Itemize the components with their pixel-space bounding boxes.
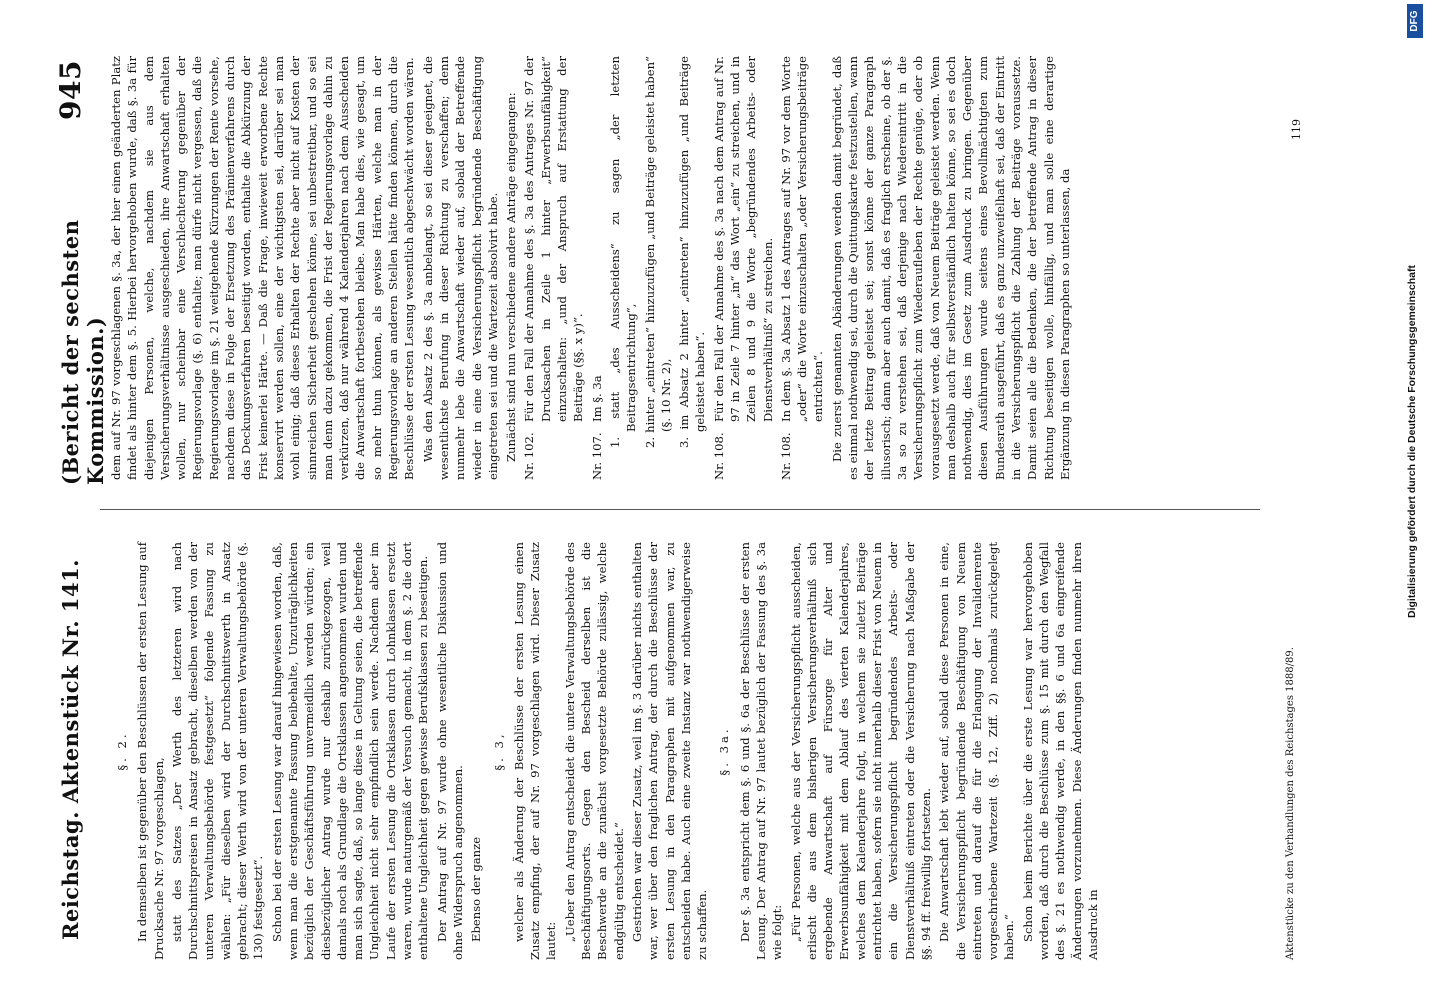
- motion-text: Im §. 3a: [589, 375, 604, 422]
- paragraph: In demselben ist gegenüber den Beschlüssen der ersten Lesung auf Drucksache Nr. 97 vorgeschlagen,: [135, 542, 166, 960]
- paragraph: „Für Personen, welche aus der Versicherungspflicht ausscheiden, erlischt die aus dem bisherigen Versicherungsverhältniß sich ergebende Anwartschaft auf Fürsorge für Alter und Erwerbsunfähigkeit mit dem Ablauf des vierten Kalenderjahres, welches dem Kalenderjahre folgt, in welchem sie zuletzt Beiträge entrichtet haben, sofern sie nicht innerhalb dieser Frist von Neuem in ein die Versicherungspflicht begründendes Arbeits- oder Dienstverhältniß eintreten oder die Versicherung nach Maßgabe der §§. 94 ff. freiwillig fortsetzen.: [788, 542, 933, 960]
- paragraph: Die zuerst genannten Abänderungen werden damit begründet, daß es einmal nothwendig sei, durch die Quittungskarte festzustellen, wann der letzte Beitrag geleistet sei; sonst könne der ganze Paragraph illusorisch; dann aber auch damit, daß es fraglich erscheine, ob der §. 3a so zu verstehen sei, daß derjenige nach Wiedereintritt in die Versicherungspflicht zum Wiederaufleben der Rechte genüge, oder ob vorausgesetzt werde, daß von Neuem Beiträge geleistet werden. Wenn man deshalb auch für selbstverständlich halten könne, so sei es doch nothwendig, dies im Gesetz zum Ausdruck zu bringen. Gegenüber diesen Ausführungen wurde seitens eines Bevollmächtigten zum Bundesrath ausgeführt, daß es ganz unzweifelhaft sei, daß der Eintritt in die Versicherungspflicht die Zahlung der Beiträge voraussetze. Damit seien alle die Bedenken, die der betreffende Antrag in dieser Richtung beseitigen wolle, hinfällig, und man solle eine derartige Ergänzung in diesen Paragraphen so unterlassen, da: [829, 56, 1072, 480]
- footnote: Aktenstücke zu den Verhandlungen des Reichstages 1888/89.: [1285, 647, 1296, 960]
- right-column: [108, 56, 1075, 480]
- motion-number: Nr. 108.: [711, 432, 726, 480]
- credit-text: Digitalisierung gefördert durch die Deutsche Forschungsgemeinschaft: [1406, 265, 1418, 618]
- motion-item: [521, 56, 586, 480]
- motion-item: [589, 56, 605, 480]
- paragraph: Der §. 3a entspricht dem §. 6 und §. 6a der Beschlüsse der ersten Lesung. Der Antrag auf Nr. 97 lautet bezüglich der Fassung des §. 3a wie folgt:: [737, 542, 785, 960]
- dfg-logo-icon: [1407, 4, 1423, 38]
- motion-subitem: 1. statt „des Ausscheidens“ zu sagen „der letzten Beitragsentrichtung“,: [607, 56, 639, 448]
- motion-number: Nr. 108.: [778, 432, 793, 480]
- header-title: Reichstag. Aktenstück Nr. 141.: [58, 559, 83, 940]
- motion-text: Für den Fall der Annahme des §. 3a des Antrages Nr. 97 der Drucksachen in Zeile 1 hinter „Erwerbsunfähigkeit“ einzuschalten: „und der Anspruch auf Erstattung der Beiträge (§§. x y)“.: [522, 56, 586, 422]
- section-heading: §. 3a.: [717, 726, 732, 776]
- page-header: [54, 60, 108, 940]
- column-divider: [100, 509, 1260, 510]
- paragraph: welcher als Änderung der Beschlüsse der ersten Lesung einen Zusatz empfing, der auf Nr. 97 vorgeschlagen wird. Dieser Zusatz lautet:: [511, 542, 559, 960]
- paragraph: Zunächst sind nun verschiedene andere Anträge eingegangen:: [504, 92, 519, 462]
- motion-item: [778, 56, 827, 480]
- motion-text: Für den Fall der Annahme des §. 3a nach dem Antrag auf Nr. 97 in Zeile 7 hinter „in“ das Wort „ein“ zu streichen, und in Zeilen 8 und 9 die Worte „begründendes Arbeits- oder Dienstverhältniß“ zu streichen.: [711, 56, 775, 422]
- paragraph: „Ueber den Antrag entscheidet die untere Verwaltungsbehörde des Beschäftigungsorts. Gegen den Bescheid derselben ist die Beschwerde an die zunächst vorgesetzte Behörde zulässig, welche endgültig entscheidet.“: [562, 542, 626, 960]
- paragraph: Der Antrag auf Nr. 97 wurde ohne wesentliche Diskussion und ohne Widerspruch angenommen.: [434, 542, 465, 960]
- sheet-signature: 119: [1290, 119, 1303, 140]
- section-heading: §. 3,: [491, 731, 506, 771]
- motion-number: Nr. 107.: [589, 432, 604, 480]
- motion-subitem: 2. hinter „eintreten“ hinzuzufügen „und Beiträge geleistet haben“ (§. 10 Nr. 2),: [642, 56, 673, 448]
- motion-item: [711, 56, 776, 480]
- header-subtitle: (Bericht der sechsten Kommission.): [58, 219, 108, 485]
- paragraph: Schon bei der ersten Lesung war darauf hingewiesen worden, daß, wenn man die erstgenannte Fassung beibehalte, Unzuträglichkeiten bezüglich der Geschäftsführung unvermeidlich werden würden; ein diesbezüglicher Antrag wurde nur deshalb zurückgezogen, weil damals noch als Grundlage die Ortsklassen angenommen wurden und man sich sagte, daß, so lange diese in Geltung seien, die betreffende Ungleichheit nicht sehr empfindlich sein werde. Nachdem aber im Laufe der ersten Lesung die Ortsklassen durch Lohnklassen ersetzt waren, wurde naturgemäß der Versuch gemacht, in dem §. 2 die dort enthaltene Ungleichheit gegen gewisse Berufsklassen zu beseitigen.: [269, 542, 431, 960]
- page-number: 945: [54, 60, 87, 120]
- motion-subitem: 3. im Absatz 2 hinter „eintreten“ hinzuzufügen „und Beiträge geleistet haben“.: [677, 56, 708, 448]
- paragraph: Gestrichen war dieser Zusatz, weil im §. 3 darüber nichts enthalten war, wer über den fraglichen Antrag, der durch die Beschlüsse der ersten Lesung in den Paragraphen mit aufgenommen war, zu entscheiden habe. Auch eine zweite Instanz war nothwendigerweise zu schaffen.: [629, 542, 710, 960]
- digitization-credit: [1395, 0, 1425, 1000]
- paragraph: Ebenso der ganze: [469, 836, 484, 942]
- paragraph: Die Anwartschaft lebt wieder auf, sobald diese Personen in eine, die Versicherungspflicht begründende Beschäftigung von Neuem eintreten und darauf die für die Erlangung der Invalidenrente vorgeschriebene Wartezeit (§. 12, Ziff. 2) nochmals zurückgelegt haben.“: [937, 542, 1017, 960]
- section-heading: §. 2.: [115, 731, 129, 771]
- motion-number: Nr. 102.: [522, 432, 537, 480]
- paragraph: Schon beim Berichte über die erste Lesung war hervorgehoben worden, daß durch die Beschlüsse zum §. 15 mit durch den Wegfall des §. 21 es nothwendig werde, in den §§. 6 und 6a eingreifende Änderungen vorzunehmen. Diese Änderungen finden nunmehr ihren Ausdruck in: [1020, 542, 1100, 960]
- paragraph: dem auf Nr. 97 vorgeschlagenen §. 3a, der hier einen geänderten Platz findet als hinter dem §. 5. Hierbei hervorgehoben wurde, daß §. 3a für diejenigen Personen, welche, nachdem sie aus dem Versicherungsverhältnisse ausgeschieden, ihre Anwartschaft erhalten wollen, nur scheinbar eine Verschlechterung gegenüber der Regierungsvorlage (§. 6) enthalte; man dürfe nicht vergessen, daß die Regierungsvorlage im §. 21 weitgehende Kürzungen der Rente vorsehe, nachdem diese in Folge der Ersetzung des Prämienverfahrens durch das Deckungsverfahren beseitigt worden, enthalte die Abkürzung der Frist keinerlei Härte. — Daß die Frage, inwieweit erworbene Rechte konservirt werden sollen, eine der wichtigsten sei, darüber sei man wohl einig; daß dieses Erhalten der Rechte aber nicht auf Kosten der sinnreichen Sicherheit geschehen könne, sei unbestreitbar, und so sei man denn dazu gekommen, die Frist der Regierungsvorlage dahin zu verkürzen, daß nur während 4 Kalenderjahren nach dem Ausscheiden die Anwartschaft fortbestehen bleibe. Man habe dies, wie gesagt, um so mehr thun können, als gewisse Härten, welche man in der Regierungsvorlage an anderen Stellen hätte finden können, durch die Beschlüsse der ersten Lesung wesentlich abgeschwächt worden wären.: [109, 56, 417, 480]
- paragraph: Was den Absatz 2 des §. 3a anbelangt, so sei dieser geeignet, die wesentlichste Berufung in dieser Richtung zu verschaffen; denn nunmehr lebe die Anwartschaft wieder auf, sobald der Betreffende wieder in eine die Versicherungspflicht begründende Beschäftigung eingetreten sei und die Wartezeit absolvirt habe.: [420, 56, 500, 480]
- left-column: [108, 542, 1103, 960]
- dfg-logo-label: DFG: [1409, 10, 1420, 32]
- paragraph: statt des Satzes „Der Werth des letzteren wird nach Durchschnittspreisen in Ansatz gebracht, dieselben werden von der unteren Verwaltungsbehörde festgesetzt“ folgende Fassung zu wählen: „Für dieselben wird der Durchschnittswerth in Ansatz gebracht; dieser Werth wird von der unteren Verwaltungsbehörde (§. 130) festgesetzt“.: [169, 542, 266, 960]
- motion-text: In dem §. 3a Absatz 1 des Antrages auf Nr. 97 vor dem Worte „oder“ die Worte einzuschalten „oder Versicherungsbeiträge entrichten“.: [778, 56, 826, 422]
